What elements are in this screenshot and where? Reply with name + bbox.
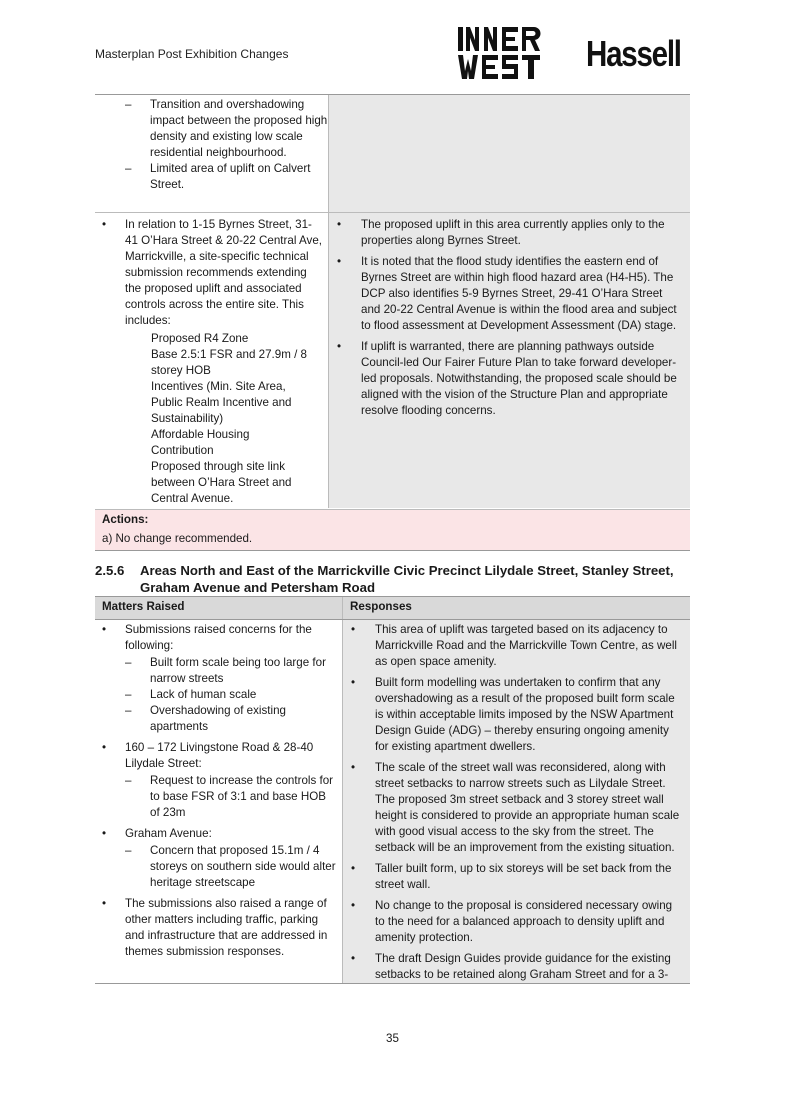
document-header-title: Masterplan Post Exhibition Changes [95, 47, 289, 61]
page-number: 35 [386, 1032, 399, 1045]
matters-cell [95, 95, 329, 213]
list-item: • No change to the proposal is considered necessary owing to the need for a balanced approach to density uplift and amenity protection. [343, 898, 682, 946]
list-item: • The scale of the street wall was reconsidered, along with street setbacks to narrow streets such as Lilydale Street. The proposed 3m street setback and 3 storey street wall height is considered to provide an appropriate human scale with good visual access to the sky from the street. The setback will be an improvement from the existing situation. [343, 760, 682, 856]
list-item: – Overshadowing of existing apartments [125, 703, 338, 735]
table-row [95, 95, 690, 213]
section-title: Areas North and East of the Marrickville Civic Precinct Lilydale Street, Stanley Street, Graham Avenue and Petersham Road [140, 563, 674, 595]
actions-label: Actions: [102, 513, 149, 526]
submissions-table-continued [95, 95, 690, 508]
list-item: • In relation to 1-15 Byrnes Street, 31-41 O’Hara Street & 20-22 Central Ave, Marrickville, a site-specific technical submission recommends extending the proposed uplift and associated controls across the entire site. This includes: [95, 217, 328, 329]
actions-box [95, 509, 690, 551]
matters-responses-table [95, 596, 690, 984]
list-item: – Request to increase the controls for to base FSR of 3:1 and base HOB of 23m [125, 773, 338, 821]
list-item: • The submissions also raised a range of other matters including traffic, parking and infrastructure that are addressed in themes submission responses. [95, 896, 338, 960]
table-row [95, 620, 690, 984]
list-item: – Lack of human scale [125, 687, 338, 703]
list-item: – Limited area of uplift on Calvert Street. [95, 161, 328, 193]
list-item: • The proposed uplift in this area currently applies only to the properties along Byrnes Street. [329, 217, 682, 249]
list-item: – Concern that proposed 15.1m / 4 storeys on southern side would alter heritage streetscape [125, 843, 338, 891]
list-item: – Built form scale being too large for narrow streets [125, 655, 338, 687]
responses-cell [329, 213, 691, 509]
list-item: – Transition and overshadowing impact between the proposed high density and existing low scale residential neighbourhood. [95, 97, 328, 161]
list-item: Affordable Housing Contribution [151, 428, 250, 457]
matters-cell [95, 620, 343, 984]
column-header-responses: Responses [343, 597, 691, 620]
list-item: Base 2.5:1 FSR and 27.9m / 8 storey HOB [151, 348, 307, 377]
matters-cell [95, 213, 329, 509]
list-item: • It is noted that the flood study identifies the eastern end of Byrnes Street are within high flood hazard area (H4-H5). The DCP also identifies 5-9 Byrnes Street, 29-41 O’Hara Street and 20-22 Central Avenue is within the flood area and subject to flood assessment at Development Assessment (DA) stage. [329, 254, 682, 334]
responses-cell [329, 95, 691, 213]
list-item: • The draft Design Guides provide guidance for the existing setbacks to be retained along Graham Street and for a 3- [343, 951, 682, 983]
column-header-matters: Matters Raised [95, 597, 343, 620]
list-item: • Graham Avenue: [95, 826, 338, 842]
section-number: 2.5.6 [95, 563, 125, 578]
list-item: • 160 – 172 Livingstone Road & 28-40 Lilydale Street: [95, 740, 338, 772]
list-item: Proposed through site link between O’Hara Street and Central Avenue. [151, 460, 292, 505]
table-row [95, 213, 690, 509]
list-item: Incentives (Min. Site Area, Public Realm Incentive and Sustainability) [151, 380, 292, 425]
list-item: • If uplift is warranted, there are planning pathways outside Council-led Our Fairer Future Plan to take forward developer-led proposals. Notwithstanding, the proposed scale should be aligned with the vision of the Structure Plan and appropriate resolve flooding concerns. [329, 339, 682, 419]
list-item: • Submissions raised concerns for the following: [95, 622, 338, 654]
inner-west-logo [458, 27, 556, 79]
list-item: Proposed R4 Zone [151, 332, 249, 345]
list-item: • Built form modelling was undertaken to confirm that any overshadowing as a result of the proposed built form scale is within acceptable limits imposed by the NSW Apartment Design Guide (ADG) – thereby ensuring ongoing amenity for existing apartment dwellers. [343, 675, 682, 755]
list-item: • Taller built form, up to six storeys will be set back from the street wall. [343, 861, 682, 893]
hassell-logo: Hassell [586, 33, 681, 74]
list-item: • This area of uplift was targeted based on its adjacency to Marrickville Road and the Marrickville Town Centre, as well as open space amenity. [343, 622, 682, 670]
actions-value: a) No change recommended. [102, 532, 253, 545]
table-header-row [95, 597, 690, 620]
responses-cell [343, 620, 691, 984]
